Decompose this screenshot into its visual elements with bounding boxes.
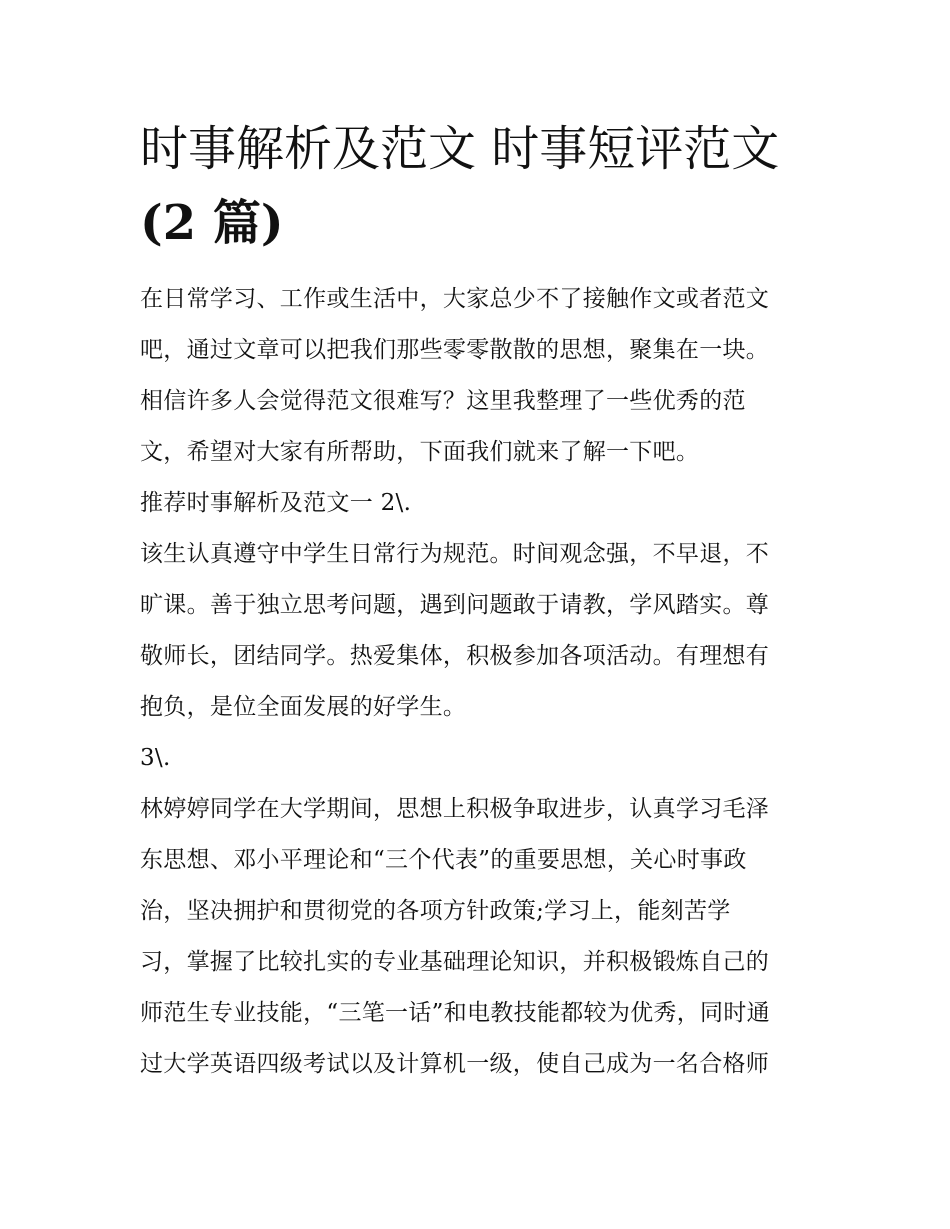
text-line: 在日常学习、工作或生活中，大家总少不了接触作文或者范文 [140,286,770,312]
section-number: 3\. [140,745,171,771]
text-line: 吧，通过文章可以把我们那些零零散散的思想，聚集在一块。 [140,337,770,363]
text-line: 习，掌握了比较扎实的专业基础理论知识，并积极锻炼自己的 [140,949,770,975]
title-line-1: 时事解析及范文 时事短评范文 [140,121,780,177]
text-line: 该生认真遵守中学生日常行为规范。时间观念强，不早退，不 [140,541,770,567]
text-line: 旷课。善于独立思考问题，遇到问题敢于请教，学风踏实。尊 [140,592,770,618]
title-line-2: (2 篇) [140,195,284,251]
text-line: 林婷婷同学在大学期间，思想上积极争取进步，认真学习毛泽 [140,796,770,822]
text-line: 相信许多人会觉得范文很难写？这里我整理了一些优秀的范 [140,388,746,414]
text-line: 文，希望对大家有所帮助，下面我们就来了解一下吧。 [140,439,700,465]
text-line: 敬师长，团结同学。热爱集体，积极参加各项活动。有理想有 [140,643,770,669]
text-line: 治，坚决拥护和贯彻党的各项方针政策;学习上，能刻苦学 [140,898,731,924]
section-heading: 推荐时事解析及范文一 2\. [140,490,412,516]
text-line: 抱负，是位全面发展的好学生。 [140,694,467,720]
text-line: 师范生专业技能，“三笔一话”和电教技能都较为优秀，同时通 [140,1000,770,1026]
document-title [140,112,820,260]
text-line: 过大学英语四级考试以及计算机一级，使自己成为一名合格师 [140,1051,770,1077]
text-line: 东思想、邓小平理论和“三个代表”的重要思想，关心时事政 [140,847,747,873]
document-page [140,112,820,1090]
document-body [140,274,820,1090]
